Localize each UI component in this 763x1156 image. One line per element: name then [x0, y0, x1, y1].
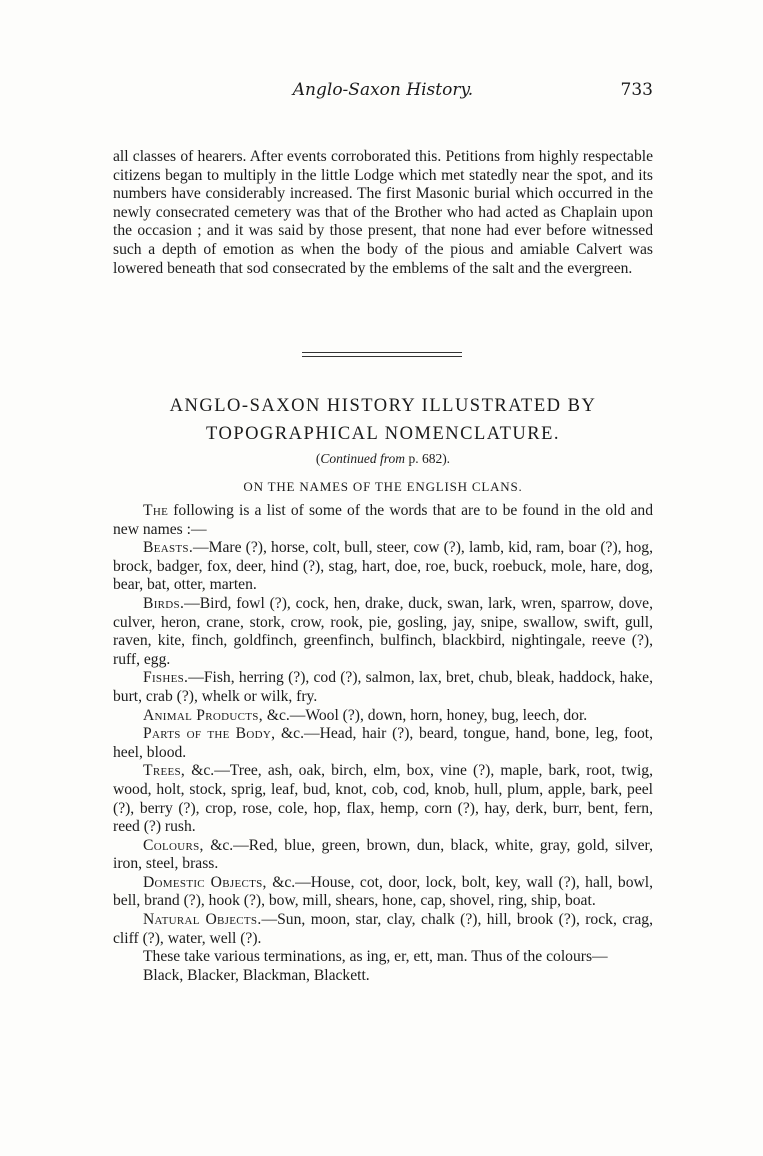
divider-rule: [302, 352, 462, 353]
continued-ref: p. 682: [408, 451, 443, 466]
page-header: [113, 80, 653, 104]
paragraph-text: —Fish, herring (?), cod (?), salmon, lax, bret, chub, bleak, haddock, hake, burt, crab (?), whelk or wilk, fry.: [113, 669, 653, 705]
paragraph-lead: Fishes.: [143, 669, 189, 687]
paragraph: [113, 725, 653, 762]
paragraph: [113, 874, 653, 911]
section-subheading: ON THE NAMES OF THE ENGLISH CLANS.: [243, 479, 523, 494]
article-title-line-1: ANGLO-SAXON HISTORY ILLUSTRATED BY: [169, 396, 597, 416]
section-divider: [302, 352, 462, 360]
article-title-line-2: TOPOGRAPHICAL NOMENCLATURE.: [206, 424, 560, 444]
continued-note: (Continued from p. 682).: [315, 451, 451, 466]
paragraph-lead: Beasts.: [143, 539, 194, 557]
paragraph: [113, 669, 653, 706]
running-head: Anglo-Saxon History.: [292, 80, 474, 100]
paragraph-lead: Animal Products,: [143, 706, 263, 724]
divider-rule: [302, 356, 462, 357]
continued-italic: Continued from: [320, 451, 406, 466]
paragraph-lead: Colours,: [143, 836, 204, 854]
paragraph: [113, 837, 653, 874]
paragraph: [113, 502, 653, 539]
paragraph-text: &c.—Tree, ash, oak, birch, elm, box, vine (?), maple, bark, root, twig, wood, holt, stock, sprig, leaf, bud, knot, cob, cod, knob, hull, plum, apple, bark, peel (?), berry (?), crop, rose, cole, hop, flax, hemp, corn (?), hay, derk, burr, bent, fern, reed (?) rush.: [113, 762, 653, 836]
paragraph-text: Black, Blacker, Blackman, Blackett.: [143, 966, 370, 984]
paragraph: [113, 948, 653, 967]
intro-paragraph-block: [113, 148, 653, 278]
intro-paragraph: all classes of hearers. After events corroborated this. Petitions from highly respectable citizens began to multiply in the little Lodge which met statedly near the spot, and its numbers have considerably increased. The first Masonic burial which occurred in the newly consecrated cemetery was that of the Brother who had acted as Chaplain upon the occasion ; and it was said by those present, that none had ever before witnessed such a depth of emotion as when the body of the pious and amiable Calvert was lowered beneath that sod consecrated by the emblems of the salt and the evergreen.: [113, 148, 653, 277]
paragraph-text: These take various terminations, as ing, er, ett, man. Thus of the colours—: [143, 948, 608, 966]
paragraph-text: —Sun, moon, star, clay, chalk (?), hill, brook (?), rock, crag, cliff (?), water, well (?).: [113, 911, 653, 947]
paragraph-text: —Mare (?), horse, colt, bull, steer, cow (?), lamb, kid, ram, boar (?), hog, brock, badger, fox, deer, hind (?), stag, hart, doe, roe, buck, roebuck, mole, hare, dog, bear, bat, otter, marten.: [113, 539, 653, 594]
paragraph-text: following is a list of some of the words that are to be found in the old and new names :—: [113, 502, 653, 538]
paragraph-lead: Natural Objects.: [143, 911, 262, 929]
paragraph-text: &c.—Head, hair (?), beard, tongue, hand, bone, leg, foot, heel, blood.: [113, 725, 653, 761]
paragraph: [113, 911, 653, 948]
paragraph: [113, 762, 653, 836]
paragraph-text: —Bird, fowl (?), cock, hen, drake, duck, swan, lark, wren, sparrow, dove, culver, heron, crane, stork, crow, rook, pie, gosling, jay, snipe, swallow, swift, gull, raven, kite, finch, goldfinch, greenfinch, bulfinch, blackbird, nightingale, reeve (?), ruff, egg.: [113, 594, 653, 668]
paragraph: [113, 539, 653, 595]
paragraph: [113, 707, 653, 726]
paragraph: [113, 967, 653, 986]
paragraph-lead: Trees,: [143, 762, 186, 780]
paragraph-text: &c.—Red, blue, green, brown, dun, black, white, gray, gold, silver, iron, steel, brass.: [113, 836, 653, 873]
paragraph-lead: The: [143, 502, 169, 519]
paragraph-lead: Birds.: [143, 594, 185, 612]
paragraph-text: &c.—Wool (?), down, horn, honey, bug, leech, dor.: [262, 706, 588, 724]
paragraph: [113, 595, 653, 669]
paragraph-text: &c.—House, cot, door, lock, bolt, key, wall (?), hall, bowl, bell, brand (?), hook (?), bow, mill, shears, hone, cap, shovel, ring, ship, boat.: [113, 873, 653, 910]
page-number: 733: [620, 80, 653, 100]
article-body: [113, 502, 653, 985]
paragraph-lead: Parts of the Body,: [143, 725, 276, 743]
paragraph-lead: Domestic Objects,: [143, 873, 267, 891]
